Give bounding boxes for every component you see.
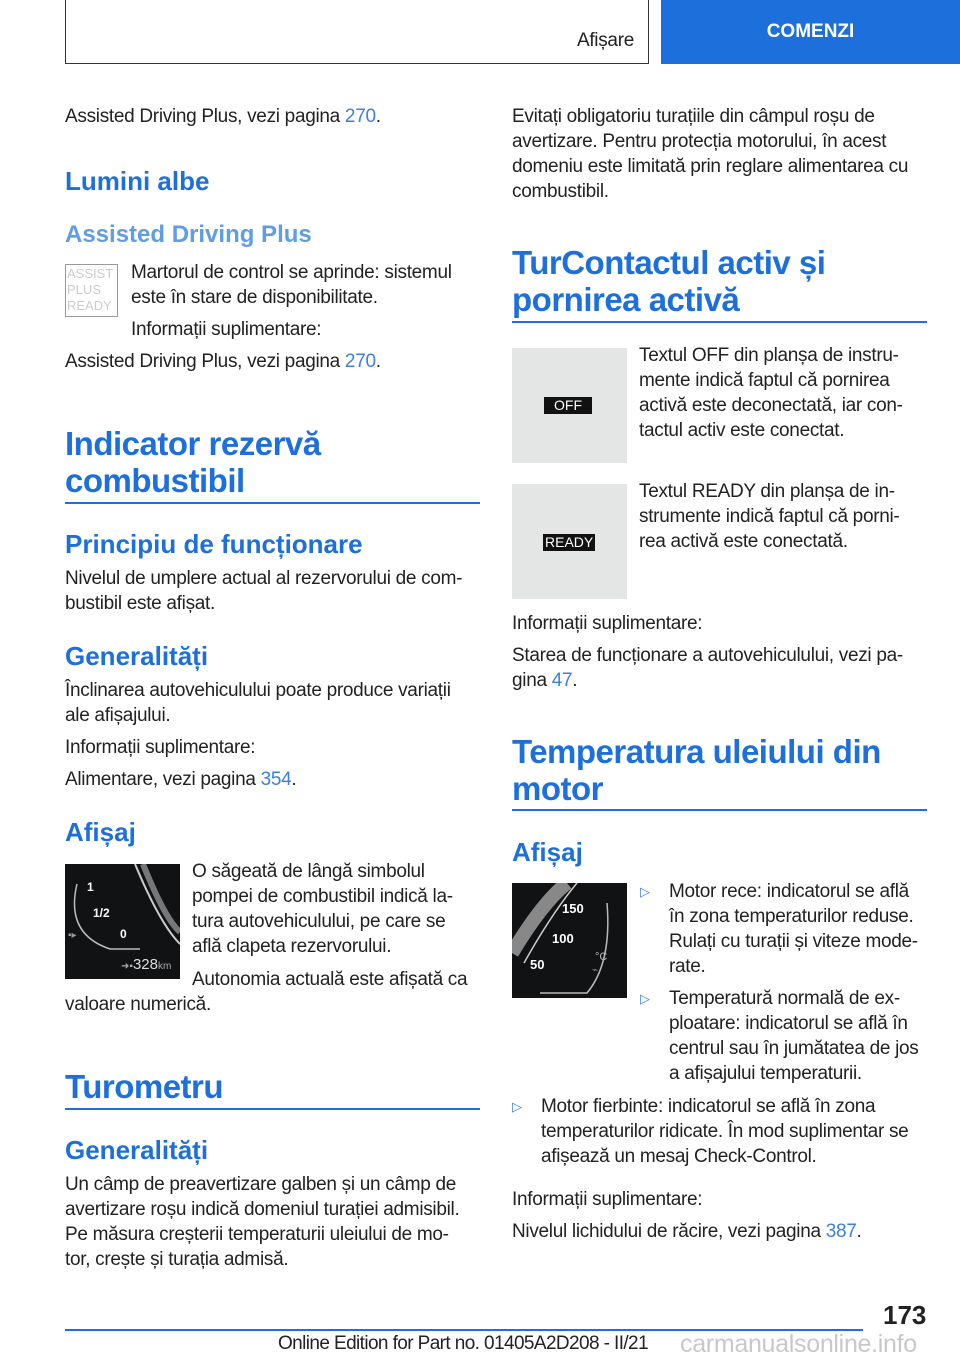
line: tura autovehiculului, pe care se bbox=[192, 911, 446, 932]
line: rea activă este conectată. bbox=[639, 531, 848, 552]
line: pornirea activă bbox=[512, 281, 740, 318]
line: Indicator rezervă bbox=[65, 425, 321, 462]
ready-label: READY bbox=[545, 534, 594, 550]
assist-plus-ready-icon bbox=[65, 264, 118, 317]
gen2-text bbox=[65, 1172, 459, 1272]
heading-assisted-driving-plus: Assisted Driving Plus bbox=[65, 221, 312, 248]
triangle-bullet-icon: ▷ bbox=[512, 1099, 522, 1114]
line: Motor rece: indicatorul se află bbox=[669, 881, 909, 902]
principiu-text bbox=[65, 566, 462, 616]
line: Rulați cu turații și viteze mode- bbox=[669, 931, 918, 952]
line: motor bbox=[512, 770, 603, 807]
divider bbox=[512, 809, 927, 811]
paragraph: Assisted Driving Plus, vezi pagina 270. bbox=[65, 106, 381, 127]
text: Nivelul lichidului de răcire, vezi pagina bbox=[512, 1221, 826, 1242]
oil-temp-gauge-image bbox=[512, 883, 627, 998]
header-section: Afișare bbox=[576, 30, 634, 51]
range-unit: km bbox=[157, 961, 172, 972]
off-image bbox=[512, 348, 627, 463]
line: strumente indică faptul că porni- bbox=[639, 506, 900, 527]
heading-lumini-albe: Lumini albe bbox=[65, 166, 210, 196]
line: O săgeată de lângă simbolul bbox=[192, 861, 425, 882]
bullet-item bbox=[512, 1094, 908, 1169]
line: centrul sau în jumătatea de jos bbox=[669, 1038, 919, 1059]
text: Alimentare, vezi pagina bbox=[65, 769, 261, 790]
page-link[interactable]: 47 bbox=[551, 670, 573, 691]
gauge-label: 150 bbox=[562, 901, 584, 916]
gauge-label: 50 bbox=[530, 957, 545, 972]
line: Martorul de control se aprinde: sistemul bbox=[131, 262, 452, 283]
fuel-pump-icon: ▪▸ bbox=[68, 930, 77, 941]
afisaj-text bbox=[192, 859, 453, 959]
temp-unit: °C bbox=[595, 951, 608, 963]
line: a afișajului temperaturii. bbox=[669, 1063, 862, 1084]
line: află clapeta rezervorului. bbox=[192, 936, 392, 957]
line: tor, crește și turația admisă. bbox=[65, 1249, 289, 1270]
info-label: Informații suplimentare: bbox=[512, 1189, 703, 1210]
gauge-label: 100 bbox=[552, 931, 574, 946]
fuel-gauge-image bbox=[65, 864, 180, 979]
line: ploatare: indicatorul se află în bbox=[669, 1013, 908, 1034]
heading-afisaj: Afișaj bbox=[65, 817, 136, 847]
line: Evitați obligatoriu turațiile din câmpul roșu de bbox=[512, 106, 875, 127]
footer-edition: Online Edition for Part no. 01405A2D208 - II/21 bbox=[278, 1333, 648, 1354]
line: Textul OFF din planșa de instru- bbox=[639, 345, 899, 366]
off-label: OFF bbox=[544, 397, 592, 414]
triangle-bullet-icon: ▷ bbox=[640, 884, 650, 899]
line: TurContactul activ și bbox=[512, 244, 826, 281]
range-readout bbox=[121, 956, 171, 973]
off-text bbox=[639, 343, 903, 443]
page-link[interactable]: 270 bbox=[344, 106, 376, 127]
page-link[interactable]: 354 bbox=[260, 769, 292, 790]
heading-generalitati: Generalități bbox=[65, 641, 209, 671]
line: Autonomia actuală este afișată ca bbox=[192, 969, 468, 990]
heading-temperatura bbox=[512, 733, 881, 807]
heading-afisaj-2: Afișaj bbox=[512, 837, 583, 867]
page-link[interactable]: 387 bbox=[825, 1221, 857, 1242]
heading-turcontact bbox=[512, 244, 825, 318]
header-box bbox=[65, 0, 649, 64]
line: activă este deconectată, iar con- bbox=[639, 395, 903, 416]
line: temperaturilor ridicate. În mod suplimentar se bbox=[541, 1121, 909, 1142]
adp-text bbox=[131, 260, 452, 310]
triangle-bullet-icon: ▷ bbox=[640, 991, 650, 1006]
bullet-item bbox=[640, 879, 918, 979]
divider bbox=[65, 1108, 480, 1110]
info-label: Informații suplimentare: bbox=[512, 613, 703, 634]
line: afișează un mesaj Check-Control. bbox=[541, 1146, 817, 1167]
page-number: 173 bbox=[883, 1300, 927, 1330]
line: valoare numerică. bbox=[65, 994, 211, 1015]
tab-comenzi[interactable]: COMENZI bbox=[661, 0, 960, 64]
heading-principiu: Principiu de funcționare bbox=[65, 529, 363, 559]
line: Un câmp de preavertizare galben și un câmp de bbox=[65, 1174, 457, 1195]
info-label: Informații suplimentare: bbox=[131, 319, 322, 340]
line: avertizare. Pentru protecția motorului, în acest bbox=[512, 131, 887, 152]
line: domeniu este limitată prin reglare alimentarea cu bbox=[512, 156, 909, 177]
ready-image bbox=[512, 484, 627, 599]
line: Temperatura uleiului din bbox=[512, 733, 881, 770]
bullet-item bbox=[640, 986, 918, 1086]
line: gina 47. bbox=[512, 670, 578, 691]
watermark: carmanualsonline.info bbox=[680, 1330, 917, 1358]
paragraph: Nivelul lichidului de răcire, vezi pagina 387. bbox=[512, 1221, 862, 1242]
ready-text bbox=[639, 479, 899, 554]
gauge-label: 1/2 bbox=[93, 906, 110, 920]
divider bbox=[512, 321, 927, 323]
text: gina bbox=[512, 670, 552, 691]
icon-label: ASSIST PLUS READY bbox=[67, 266, 114, 313]
paragraph: Assisted Driving Plus, vezi pagina 270. bbox=[65, 351, 381, 372]
line: Înclinarea autovehiculului poate produce variații bbox=[65, 680, 451, 701]
info-label: Informații suplimentare: bbox=[65, 737, 256, 758]
line: Starea de funcționare a autovehiculului, vezi pa- bbox=[512, 645, 903, 666]
line: în zona temperaturilor reduse. bbox=[669, 906, 914, 927]
line: pompei de combustibil indică la- bbox=[192, 886, 453, 907]
range-value: 328 bbox=[132, 956, 158, 973]
line: tactul activ este conectat. bbox=[639, 420, 845, 441]
line: este în stare de disponibilitate. bbox=[131, 287, 378, 308]
line: Temperatură normală de ex- bbox=[669, 988, 900, 1009]
line: Pe măsura creșterii temperaturii uleiului de mo- bbox=[65, 1224, 449, 1245]
gauge-label: 0 bbox=[120, 927, 127, 941]
stare-text bbox=[512, 643, 903, 693]
text: Assisted Driving Plus, vezi pagina bbox=[65, 106, 345, 127]
intro-text bbox=[512, 104, 908, 204]
oil-can-icon: ⌁ bbox=[592, 965, 599, 976]
fuel-pump-icon: ➜▪ bbox=[121, 961, 133, 972]
heading-indicator-rezerva bbox=[65, 425, 321, 499]
text: Assisted Driving Plus, vezi pagina bbox=[65, 351, 345, 372]
line: mente indică faptul că pornirea bbox=[639, 370, 890, 391]
line: combustibil bbox=[65, 462, 245, 499]
line: Nivelul de umplere actual al rezervorului de com- bbox=[65, 568, 463, 589]
line: ale afișajului. bbox=[65, 705, 171, 726]
line: combustibil. bbox=[512, 181, 609, 202]
line: Motor fierbinte: indicatorul se află în zona bbox=[541, 1096, 876, 1117]
divider bbox=[65, 502, 480, 504]
line: Textul READY din planșa de in- bbox=[639, 481, 895, 502]
heading-turometru: Turometru bbox=[65, 1068, 224, 1105]
line: bustibil este afișat. bbox=[65, 593, 216, 614]
gauge-label: 1 bbox=[87, 880, 94, 894]
gen-text bbox=[65, 678, 451, 728]
heading-generalitati-2: Generalități bbox=[65, 1135, 209, 1165]
page-link[interactable]: 270 bbox=[344, 351, 376, 372]
paragraph: Alimentare, vezi pagina 354. bbox=[65, 769, 297, 790]
line: avertizare roșu indică domeniul turației admisibil. bbox=[65, 1199, 460, 1220]
line: rate. bbox=[669, 956, 706, 977]
